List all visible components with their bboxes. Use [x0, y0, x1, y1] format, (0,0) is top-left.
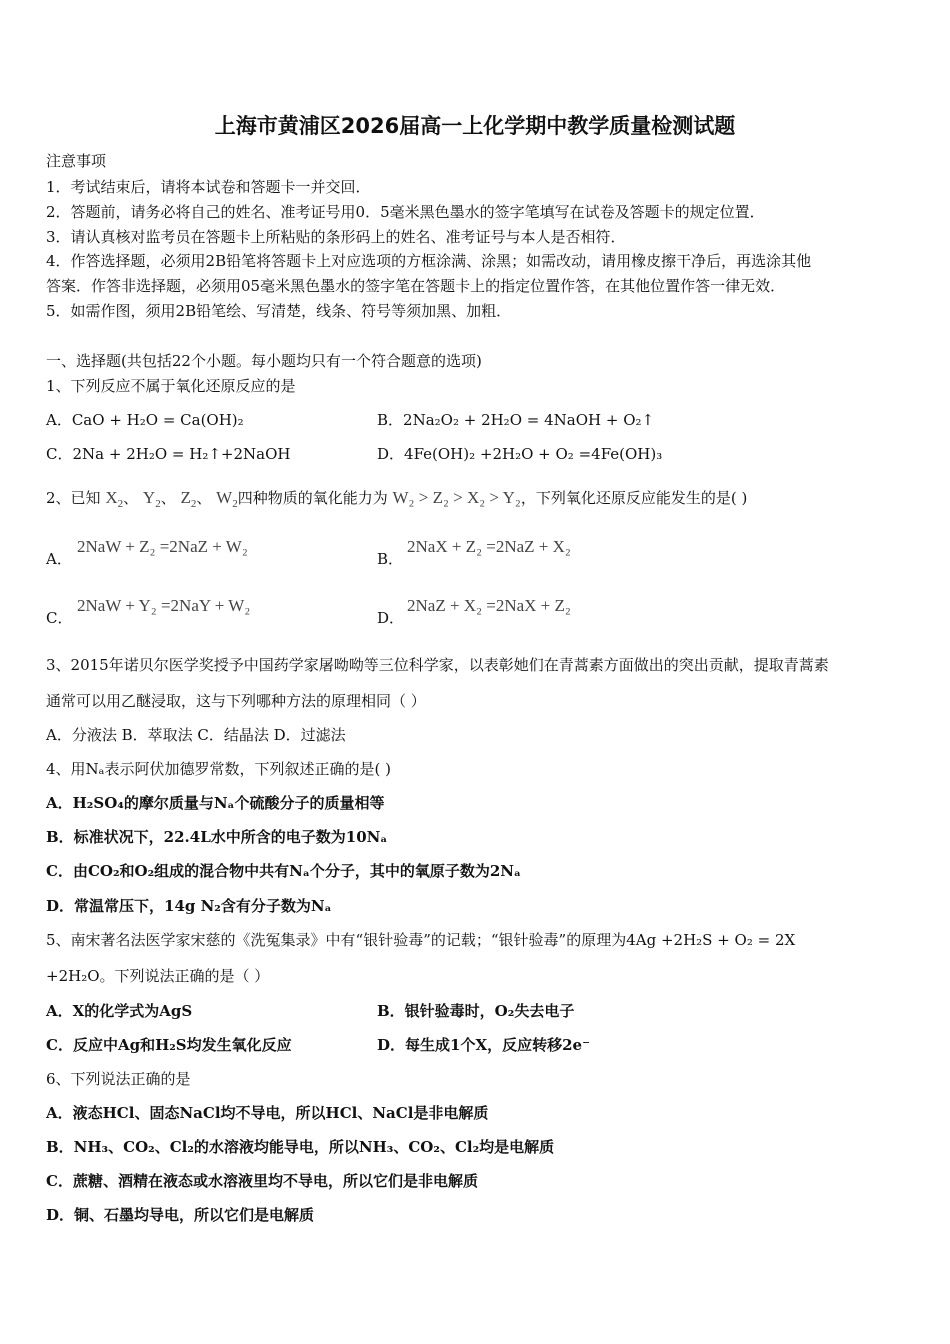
q5-stem-line1: 5、南宋著名法医学家宋慈的《洗冤集录》中有“银针验毒”的记载；“银针验毒”的原理为4Ag +2H₂S + O₂ = 2X — [46, 931, 796, 949]
q2-order: W₂ > Z₂ > X₂ > Y₂ — [392, 488, 521, 507]
q6-option-b: B．NH₃、CO₂、Cl₂的水溶液均能导电，所以NH₃、CO₂、Cl₂均是电解质 — [46, 1138, 555, 1156]
q3-options: A．分液法 B．萃取法 C．结晶法 D．过滤法 — [46, 726, 346, 744]
q4-option-c: C．由CO₂和O₂组成的混合物中共有Nₐ个分子，其中的氧原子数为2Nₐ — [46, 862, 521, 880]
q1-option-d: D．4Fe(OH)₂ +2H₂O + O₂ =4Fe(OH)₃ — [377, 445, 663, 463]
q2-z2: $Z_2$ — [180, 488, 197, 510]
q6-option-a: A．液态HCl、固态NaCl均不导电，所以HCl、NaCl是非电解质 — [46, 1104, 489, 1122]
q2-option-d-label: D． — [377, 609, 405, 627]
q4-option-b: B．标准状况下，22.4L水中所含的电子数为10Nₐ — [46, 828, 388, 846]
q5-stem-line2: +2H₂O。下列说法正确的是（ ） — [46, 967, 270, 985]
q2-option-d-eq: 2NaZ + X₂ =2NaX + Z₂ — [407, 596, 571, 615]
notice-item-3: 3．请认真核对监考员在答题卡上所粘贴的条形码上的姓名、准考证号与本人是否相符． — [46, 228, 626, 246]
notice-item-2: 2．答题前，请务必将自己的姓名、准考证号用0．5毫米黑色墨水的签字笔填写在试卷及答题卡的规定位置． — [46, 203, 765, 221]
q2-option-b-eq: 2NaX + Z₂ =2NaZ + X₂ — [407, 537, 571, 556]
q1-option-c: C．2Na + 2H₂O = H₂↑+2NaOH — [46, 445, 291, 463]
q2-option-c-eq: 2NaW + Y₂ =2NaY + W₂ — [77, 596, 251, 615]
q2-y2: $Y_2$ — [142, 488, 161, 510]
q2-option-b-label: B． — [377, 550, 404, 568]
notice-item-5: 5．如需作图，须用2B铅笔绘、写清楚，线条、符号等须加黑、加粗． — [46, 302, 512, 320]
q6-option-c: C．蔗糖、酒精在液态或水溶液里均不导电，所以它们是非电解质 — [46, 1172, 478, 1190]
q2-mid: 四种物质的氧化能力为 — [237, 489, 388, 507]
q2-option-a-eq: 2NaW + Z₂ =2NaZ + W₂ — [77, 537, 248, 556]
notice-item-4-cont: 答案．作答非选择题，必须用05毫米黑色墨水的签字笔在答题卡上的指定位置作答，在其他位置作答一律无效． — [46, 277, 786, 295]
q5-option-d: D．每生成1个X，反应转移2e⁻ — [377, 1036, 590, 1054]
notice-item-1: 1．考试结束后，请将本试卷和答题卡一并交回． — [46, 178, 371, 196]
q2-w2: $W_2$ — [216, 488, 238, 510]
q5-option-c: C．反应中Ag和H₂S均发生氧化反应 — [46, 1036, 292, 1054]
q5-option-b: B．银针验毒时，O₂失去电子 — [377, 1002, 575, 1020]
q2-post: ，下列氧化还原反应能发生的是( ) — [520, 489, 748, 507]
notice-item-4: 4．作答选择题，必须用2B铅笔将答题卡上对应选项的方框涂满、涂黑；如需改动，请用橡皮擦干净后，再选涂其他 — [46, 252, 812, 270]
q6-option-d: D．铜、石墨均导电，所以它们是电解质 — [46, 1206, 315, 1224]
q6-stem: 6、下列说法正确的是 — [46, 1070, 191, 1088]
q2-option-a-label: A． — [46, 550, 72, 568]
q2-pre: 2、已知 — [46, 489, 101, 507]
q2-stem: 2、已知 $X_2$、 $Y_2$、 $Z_2$、 $W_2$四种物质的氧化能力为 W₂ > Z₂ > X₂ > Y₂，下列氧化还原反应能发生的是( ) — [46, 488, 748, 510]
q1-option-b: B．2Na₂O₂ + 2H₂O = 4NaOH + O₂↑ — [377, 411, 655, 429]
q4-option-d: D．常温常压下，14g N₂含有分子数为Nₐ — [46, 897, 332, 915]
q4-stem: 4、用Nₐ表示阿伏加德罗常数，下列叙述正确的是( ) — [46, 760, 391, 778]
q3-stem-line1: 3、2015年诺贝尔医学奖授予中国药学家屠呦呦等三位科学家，以表彰她们在青蒿素方面做出的突出贡献，提取青蒿素 — [46, 656, 829, 674]
q1-stem: 1、下列反应不属于氧化还原反应的是 — [46, 377, 296, 395]
section-heading: 一、选择题(共包括22个小题。每小题均只有一个符合题意的选项) — [46, 352, 482, 370]
q2-x2: $X_2$ — [105, 488, 124, 510]
notice-heading: 注意事项 — [46, 152, 107, 170]
q1-option-a: A．CaO + H₂O = Ca(OH)₂ — [46, 411, 244, 429]
page-title: 上海市黄浦区2026届高一上化学期中教学质量检测试题 — [214, 114, 736, 138]
q2-option-c-label: C． — [46, 609, 73, 627]
q3-stem-line2: 通常可以用乙醚浸取，这与下列哪种方法的原理相同（ ） — [46, 692, 426, 710]
q5-option-a: A．X的化学式为AgS — [46, 1002, 193, 1020]
q4-option-a: A．H₂SO₄的摩尔质量与Nₐ个硫酸分子的质量相等 — [46, 794, 385, 812]
